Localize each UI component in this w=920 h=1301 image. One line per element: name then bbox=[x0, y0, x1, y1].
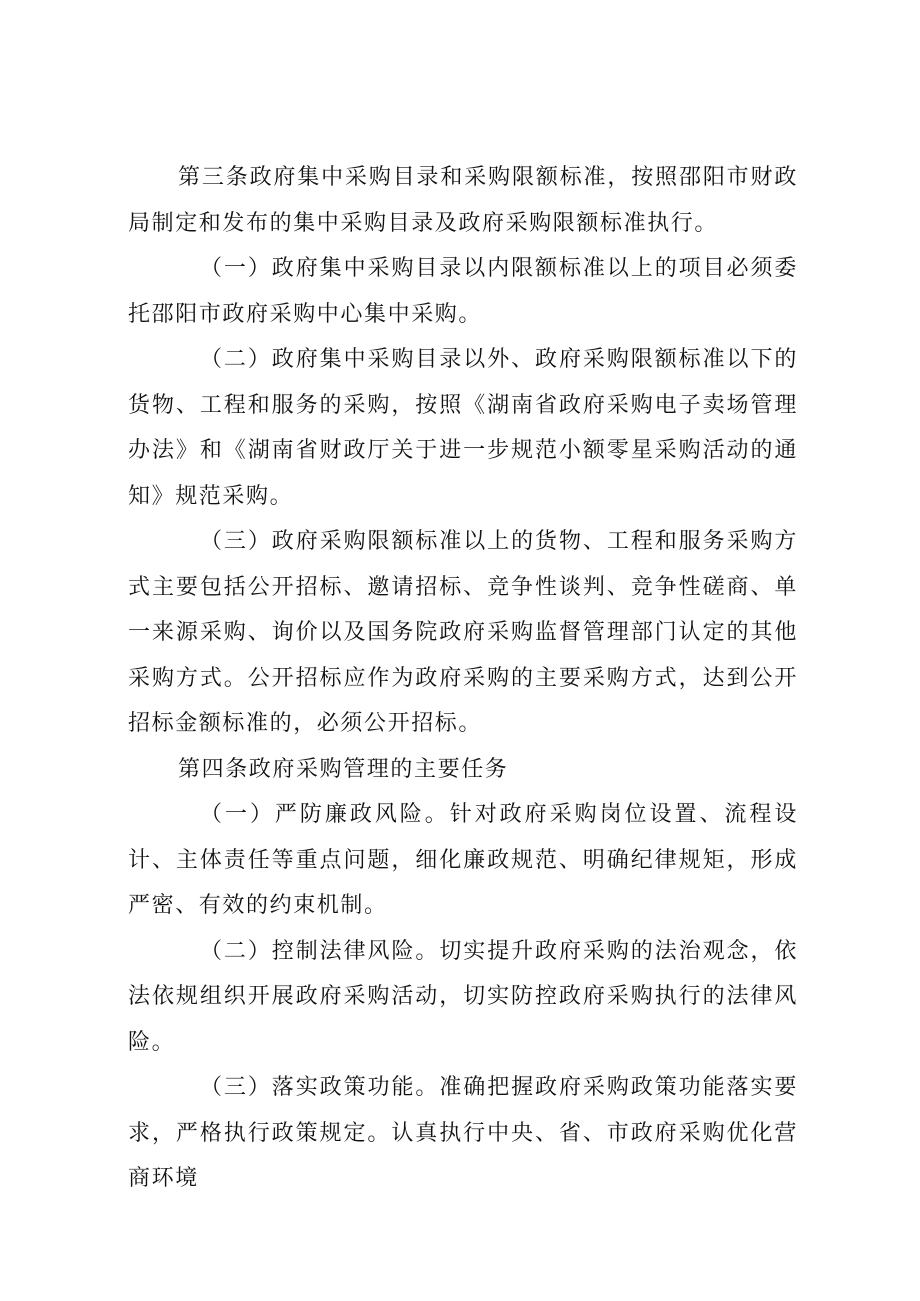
article-4-item-2: （二）控制法律风险。切实提升政府采购的法治观念，依法依规组织开展政府采购活动，切实防控政府采购执行的法律风险。 bbox=[128, 938, 798, 1055]
article-4-item-3: （三）落实政策功能。准确把握政府采购政策功能落实要求，严格执行政策规定。认真执行中央、省、市政府采购优化营商环境 bbox=[128, 1075, 798, 1191]
article-3-item-3: （三）政府采购限额标准以上的货物、工程和服务采购方式主要包括公开招标、邀请招标、竞争性谈判、竞争性磋商、单一来源采购、询价以及国务院政府采购监督管理部门认定的其他采购方式。公开招标应作为政府采购的主要采购方式，达到公开招标金额标准的，必须公开招标。 bbox=[128, 529, 798, 736]
article-3-paragraph: 第三条政府集中采购目录和采购限额标准，按照邵阳市财政局制定和发布的集中采购目录及政府采购限额标准执行。 bbox=[128, 165, 798, 236]
article-3-item-1: （一）政府集中采购目录以内限额标准以上的项目必须委托邵阳市政府采购中心集中采购。 bbox=[128, 256, 798, 327]
article-3-item-2: （二）政府集中采购目录以外、政府采购限额标准以下的货物、工程和服务的采购，按照《湖南省政府采购电子卖场管理办法》和《湖南省财政厅关于进一步规范小额零星采购活动的通知》规范采购。 bbox=[128, 347, 798, 509]
article-4-heading: 第四条政府采购管理的主要任务 bbox=[178, 756, 509, 782]
document-body bbox=[128, 155, 798, 1202]
article-4-item-1: （一）严防廉政风险。针对政府采购岗位设置、流程设计、主体责任等重点问题，细化廉政规范、明确纪律规矩，形成严密、有效的约束机制。 bbox=[128, 802, 798, 918]
